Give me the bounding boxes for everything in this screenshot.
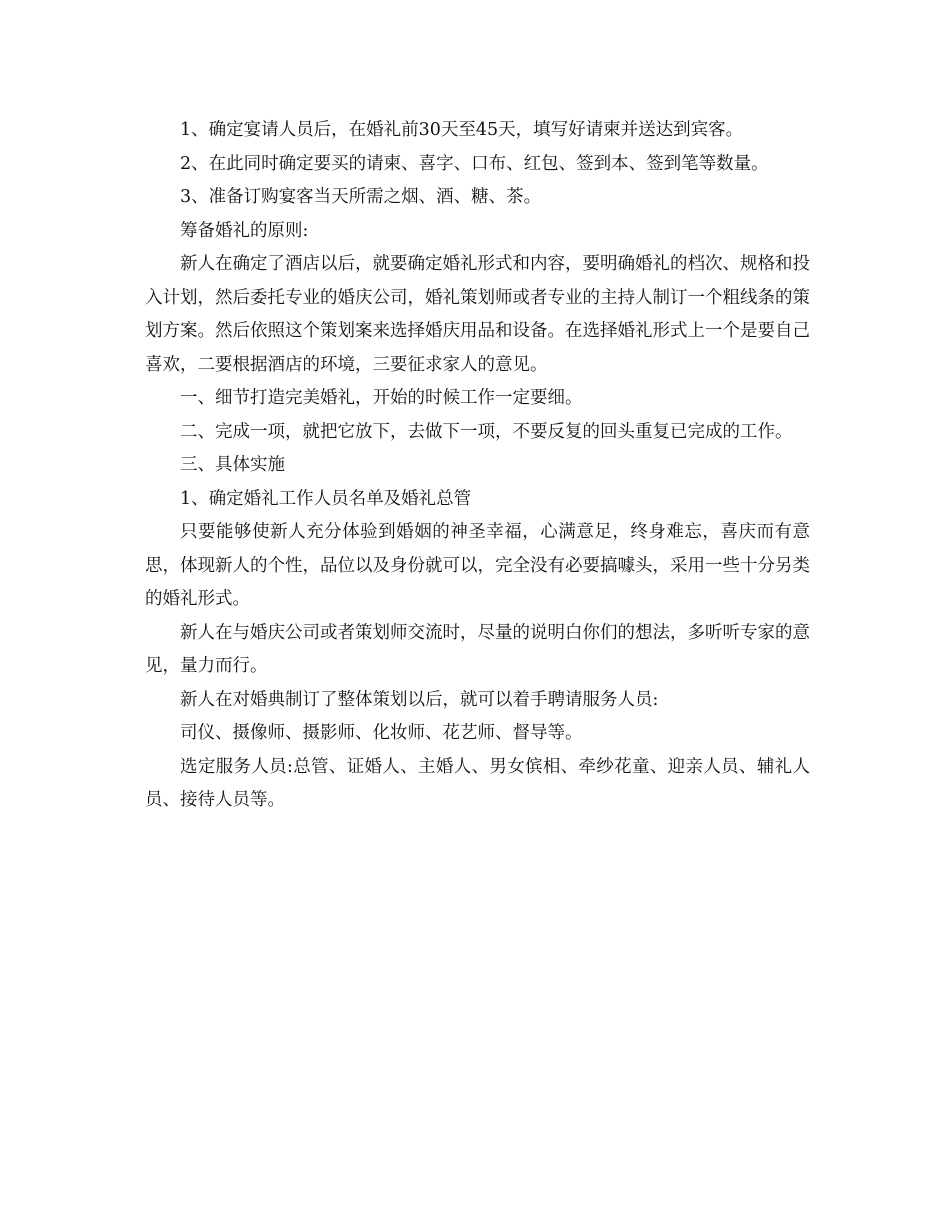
paragraph-point-two: 二、完成一项，就把它放下，去做下一项，不要反复的回头重复已完成的工作。 <box>180 421 793 442</box>
paragraph-wedding-experience: 只要能够使新人充分体验到婚姻的神圣幸福，心满意足，终身难忘，喜庆而有意思，体现新人的个性，品位以及身份就可以，完全没有必要搞噱头，采用一些十分另类的婚礼形式。 <box>145 522 810 609</box>
paragraph-invitation-timing: 1、确定宴请人员后，在婚礼前30天至45天，填写好请柬并送达到宾客。 <box>180 120 744 140</box>
paragraph-purchase-items: 2、在此同时确定要买的请柬、喜字、口布、红包、签到本、签到笔等数量。 <box>180 153 769 174</box>
heading-planning-principles: 筹备婚礼的原则: <box>180 220 309 241</box>
document-body <box>145 114 810 818</box>
paragraph-selected-staff: 选定服务人员:总管、证婚人、主婚人、男女傧相、牵纱花童、迎亲人员、辅礼人员、接待人员等。 <box>145 756 810 810</box>
paragraph-banquet-supplies: 3、准备订购宴客当天所需之烟、酒、糖、茶。 <box>180 187 542 207</box>
paragraph-planning-principles: 新人在确定了酒店以后，就要确定婚礼形式和内容，要明确婚礼的档次、规格和投入计划，然后委托专业的婚庆公司，婚礼策划师或者专业的主持人制订一个粗线条的策划方案。然后依照这个策划案来选择婚庆用品和设备。在选择婚礼形式上一个是要自己喜欢，二要根据酒店的环境，三要征求家人的意见。 <box>145 254 810 375</box>
paragraph-hire-staff: 新人在对婚典制订了整体策划以后，就可以着手聘请服务人员: <box>180 689 659 710</box>
paragraph-planner-communication: 新人在与婚庆公司或者策划师交流时，尽量的说明白你们的想法，多听听专家的意见，量力而行。 <box>145 622 810 676</box>
paragraph-service-roles: 司仪、摄像师、摄影师、化妆师、花艺师、督导等。 <box>180 723 583 743</box>
paragraph-point-one: 一、细节打造完美婚礼，开始的时候工作一定要细。 <box>180 388 583 408</box>
heading-implementation: 三、具体实施 <box>180 455 285 475</box>
heading-staff-list: 1、确定婚礼工作人员名单及婚礼总管 <box>180 488 472 509</box>
